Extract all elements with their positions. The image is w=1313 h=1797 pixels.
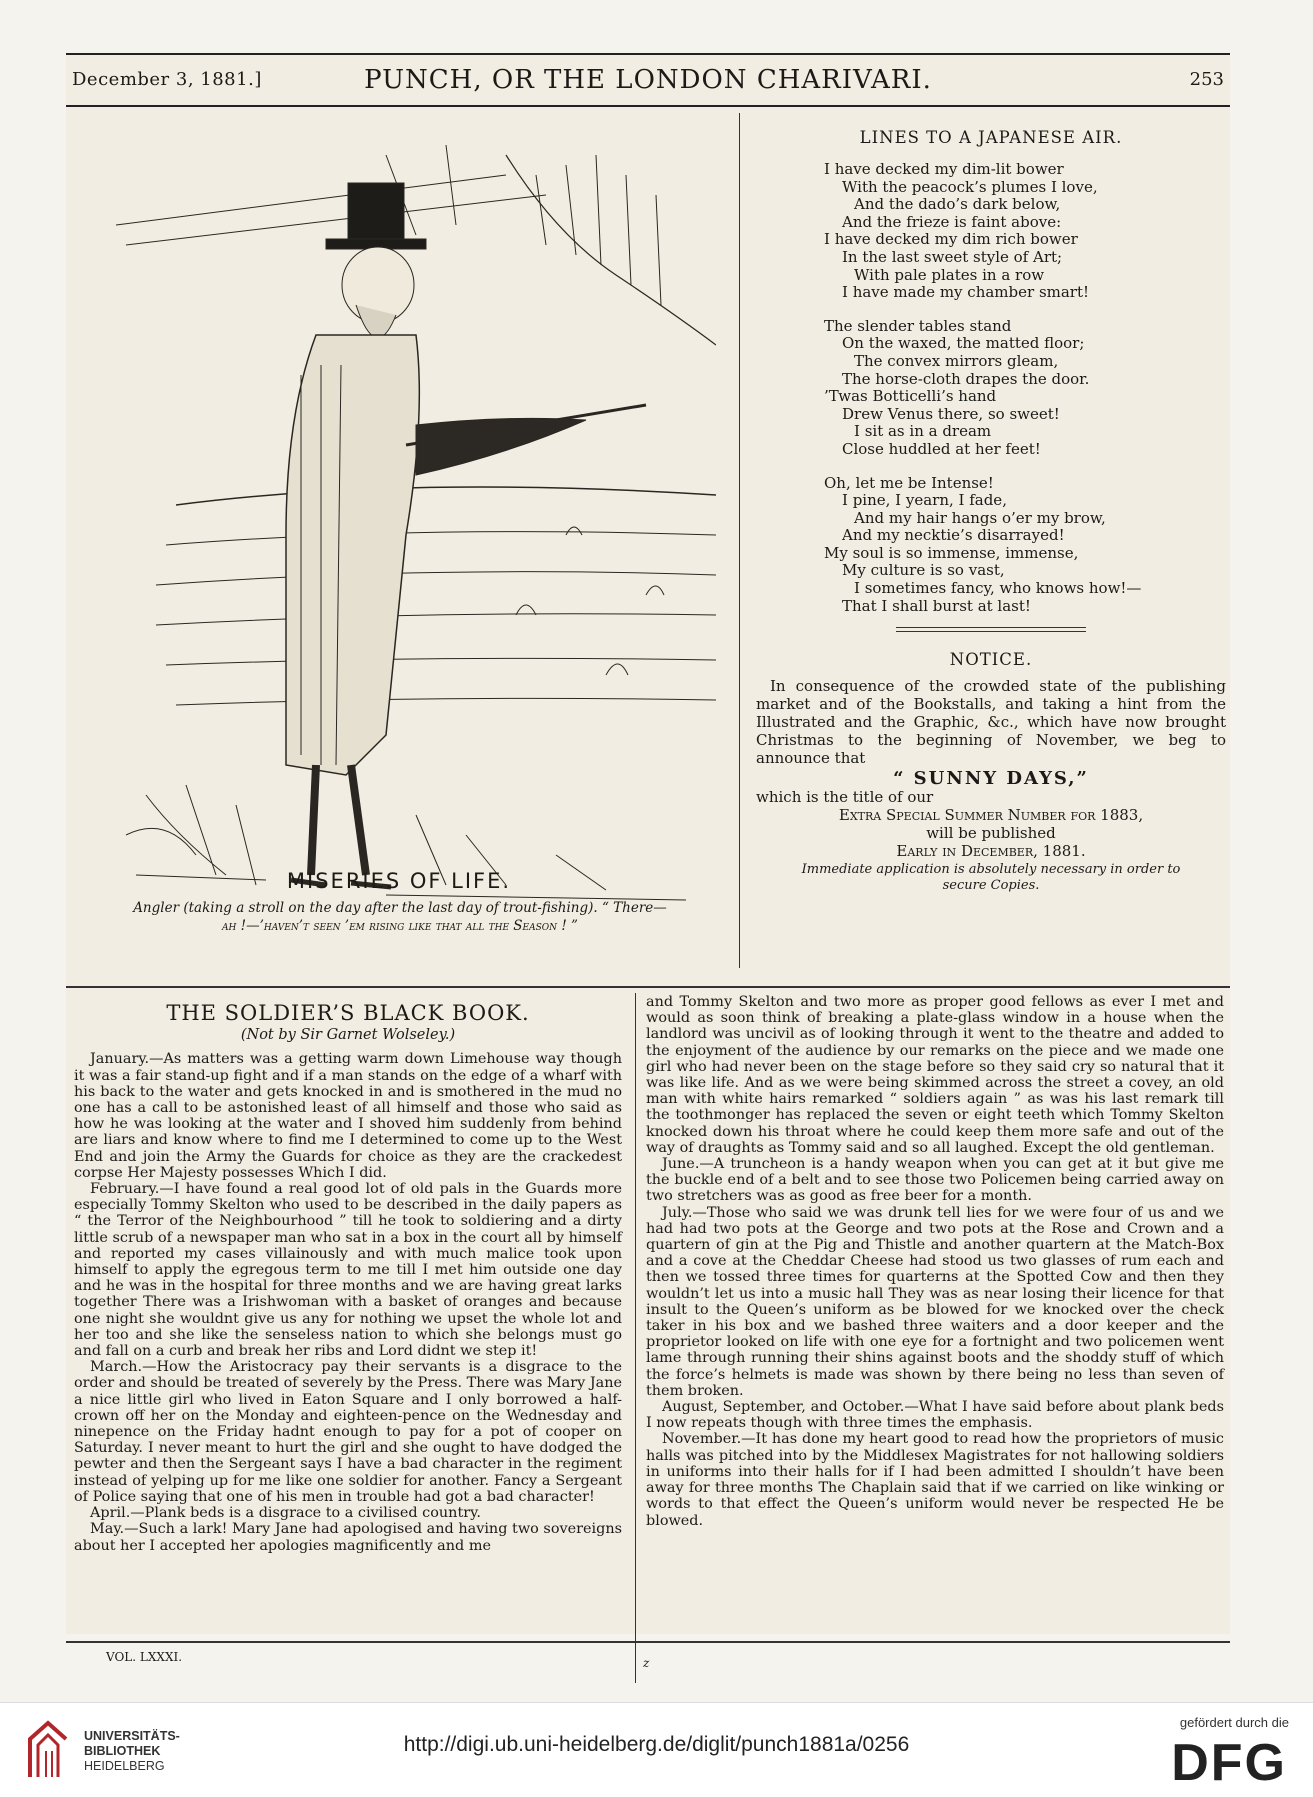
notice-date: Early in December, 1881. <box>896 842 1086 860</box>
article-paragraph: and Tommy Skelton and two more as proper good fellows as ever I met and would as soon think of breaking a plate-glass window in a house when the landlord was uncivil as of looking through it went to the theatre and added to the enjoyment of the audience by our remarks on the piece and we made one girl who had never been on the stage before so they said cry so natural that it was like life. And as we were being skimmed across the street a covey, an old man with white hairs remarked “ soldiers again ” as was his last remark till the toothmonger has replaced the seven or eight teeth which Tommy Skelton knocked down his throat where he could keep them more safe and out of the way of draughts as Tommy said and so all laughed. Except the old gentleman. <box>646 994 1224 1156</box>
notice-section <box>756 651 1226 894</box>
volume-label: VOL. LXXXI. <box>106 1650 183 1664</box>
poem-line: I sit as in a dream <box>854 422 992 441</box>
notice-headline: “ SUNNY DAYS,” <box>893 768 1089 789</box>
poem-line: I have decked my dim rich bower <box>824 230 1078 249</box>
article-paragraph: May.—Such a lark! Mary Jane had apologised and having two sovereigns about her I accepted her apologies magnificently and me <box>74 1521 622 1554</box>
horizontal-divider <box>66 986 1230 988</box>
library-name-line1: UNIVERSITÄTS- <box>84 1729 180 1743</box>
notice-body: In consequence of the crowded state of the publishing market and of the Bookstalls, and taking a hint from the Illustrated and the Graphic, &c., which have now brought Christmas to the beginning of November, we beg to announce that <box>756 677 1226 767</box>
notice-title: NOTICE. <box>949 650 1033 669</box>
poem-line: The horse-cloth drapes the door. <box>842 369 1090 388</box>
poem-line: Oh, let me be Intense! <box>824 473 994 492</box>
issue-date: December 3, 1881.] <box>72 69 262 90</box>
poem-section <box>756 128 1226 632</box>
cartoon-caption <box>68 899 732 935</box>
bottom-divider <box>66 1641 1230 1643</box>
angler-cartoon-illustration <box>86 115 716 905</box>
poem-stanza <box>824 318 1226 459</box>
page-footer <box>66 1648 1230 1668</box>
poem-body <box>756 161 1226 615</box>
poem-line: On the waxed, the matted floor; <box>842 334 1085 353</box>
article-right-column <box>646 994 1224 1529</box>
column-divider-top <box>739 113 740 968</box>
cartoon-caption-line1: Angler (taking a stroll on the day after the last day of trout-fishing). “ There— <box>133 900 667 916</box>
newspaper-page <box>66 53 1230 1670</box>
dfg-logo: DFG <box>1171 1734 1287 1792</box>
notice-immediate <box>756 862 1226 894</box>
poem-line: And the frieze is faint above: <box>842 212 1062 231</box>
permalink-url[interactable]: http://digi.ub.uni-heidelberg.de/diglit/punch1881a/0256 <box>403 1733 910 1756</box>
article-paragraph: August, September, and October.—What I have said before about plank beds I now repeats though with three times the emphasis. <box>646 1399 1224 1432</box>
funded-by-label: gefördert durch die <box>1179 1715 1289 1730</box>
article-paragraph: June.—A truncheon is a handy weapon when you can get at it but give me the buckle end of a belt and to see those two Policemen being carried away on two stretchers was as good as free beer for a month. <box>646 1156 1224 1205</box>
page-header <box>66 53 1230 107</box>
poem-line: With pale plates in a row <box>854 265 1045 284</box>
poem-line: Close huddled at her feet! <box>842 439 1041 458</box>
poem-stanza <box>824 161 1226 302</box>
poem-line: The slender tables stand <box>824 316 1012 335</box>
notice-published: will be published <box>926 824 1056 842</box>
article-paragraph: January.—As matters was a getting warm down Limehouse way though it was a fair stand-up fight and if a man stands on the edge of a wharf with his back to the water and gets knocked in and is smothered in the mud no one has a call to be astonished least of all himself and those who said as how he was looking at the water and I shoved him suddenly from behind are liars and know where to find me I determined to come up to the West End and join the Army the Guards for choice as they are the crackedest corpse Her Majesty possesses Which I did. <box>74 1051 622 1181</box>
poem-line: And the dado’s dark below, <box>854 195 1061 214</box>
poem-line: My soul is so immense, immense, <box>824 543 1079 562</box>
library-name-line2: BIBLIOTHEK <box>84 1744 161 1758</box>
column-divider-bottom <box>635 993 636 1683</box>
article-paragraph: February.—I have found a real good lot of old pals in the Guards more especially Tommy Skelton who used to be described in the daily papers as “ the Terror of the Neighbourhood ” till he took to soldiering and a dirty little scrub of a newspaper man who sat in a box in the court all by himself and reported my cases villainously and with much malice took upon himself to apply the egregous term to me till I met him outside one day and he was in the hospital for three months and we are having great larks together There was a Irishwoman with a basket of oranges and because one night she wouldnt give us any for nothing we upset the whole lot and her too and she like the senseless nation to which she belongs must go and fall on a curb and break her ribs and Lord didnt we step it! <box>74 1181 622 1360</box>
article-title: THE SOLDIER’S BLACK BOOK. <box>166 1001 530 1025</box>
poem-line: Drew Venus there, so sweet! <box>842 404 1060 423</box>
poem-title: LINES TO A JAPANESE AIR. <box>859 128 1123 147</box>
poem-line: With the peacock’s plumes I love, <box>842 177 1098 196</box>
poem-line: That I shall burst at last! <box>842 596 1031 615</box>
poem-line: In the last sweet style of Art; <box>842 247 1063 266</box>
masthead-title: PUNCH, OR THE LONDON CHARIVARI. <box>364 65 932 95</box>
article-paragraph: November.—It has done my heart good to read how the proprietors of music halls was pitched into by the Middlesex Magistrates for not hallowing soldiers in uniforms into their halls for if I had been admitted I shouldn’t have been away for three months The Chaplain said that if we carried on like winking or words to that effect the Queen’s uniform would never be respected He be blowed. <box>646 1431 1224 1529</box>
notice-extra-number: Extra Special Summer Number for 1883, <box>838 806 1144 824</box>
article-left-column <box>74 1001 622 1554</box>
notice-immediate-line1: Immediate application is absolutely necessary in order to <box>801 862 1181 877</box>
cartoon-caption-line2: ah !—’haven’t seen ’em rising like that all the Season ! ” <box>222 918 578 934</box>
page-number: 253 <box>1189 69 1224 90</box>
poem-line: I have made my chamber smart! <box>842 283 1090 302</box>
poem-line: I have decked my dim-lit bower <box>824 160 1064 178</box>
poem-stanza <box>824 475 1226 616</box>
poem-line: My culture is so vast, <box>842 561 1005 580</box>
signature-mark: z <box>643 1656 650 1670</box>
poem-line: The convex mirrors gleam, <box>854 351 1059 370</box>
article-paragraph: April.—Plank beds is a disgrace to a civilised country. <box>90 1505 481 1522</box>
cartoon-title: MISERIES OF LIFE. <box>286 869 512 893</box>
poem-line: I pine, I yearn, I fade, <box>842 491 1007 510</box>
article-byline: (Not by Sir Garnet Wolseley.) <box>240 1027 456 1044</box>
section-divider <box>896 627 1086 632</box>
library-name-line3: HEIDELBERG <box>84 1759 165 1773</box>
poem-line: I sometimes fancy, who knows how!— <box>854 579 1142 598</box>
notice-immediate-line2: secure Copies. <box>942 878 1040 893</box>
poem-line: ’Twas Botticelli’s hand <box>824 387 997 406</box>
poem-line: And my necktie’s disarrayed! <box>842 526 1065 545</box>
notice-which: which is the title of our <box>756 788 934 806</box>
digitization-footer <box>0 1702 1313 1797</box>
article-paragraph: March.—How the Aristocracy pay their servants is a disgrace to the order and should be treated of severely by the Press. There was Mary Jane a nice little girl who lived in Eaton Square and I only borrowed a half-crown off her on the Monday and eighteen-pence on the Wednesday and ninepence on the Friday hadnt enough to pay for a pot of cooper on Saturday. I never meant to hurt the girl and she ought to have dodged the pewter and then the Sergeant says I have a bad character in the regiment instead of yelping up for me like one soldier for another. Fancy a Sergeant of Police saying that one of his men in trouble had got a bad character! <box>74 1359 622 1505</box>
article-paragraph: July.—Those who said we was drunk tell lies for we were four of us and we had had two pots at the George and two pots at the Rose and Crown and a quartern of gin at the Pig and Thistle and another quartern at the Match-Box and a cove at the Cheddar Cheese had stood us two glasses of rum each and then we tossed three times for quarterns at the Spotted Cow and then they wouldn’t let us into a music hall They was as near losing their licence for that insult to the Queen’s uniform as be blowed for we knocked over the check taker in his box and we bashed three waiters and a door keeper and the proprietor looked on life with one eye for a fortnight and two policemen went lame through running their shins against boots and the shoddy stuff of which the force’s helmets is made was shown by there being no less than seven of them broken. <box>646 1204 1224 1399</box>
poem-line: And my hair hangs o’er my brow, <box>854 508 1106 527</box>
